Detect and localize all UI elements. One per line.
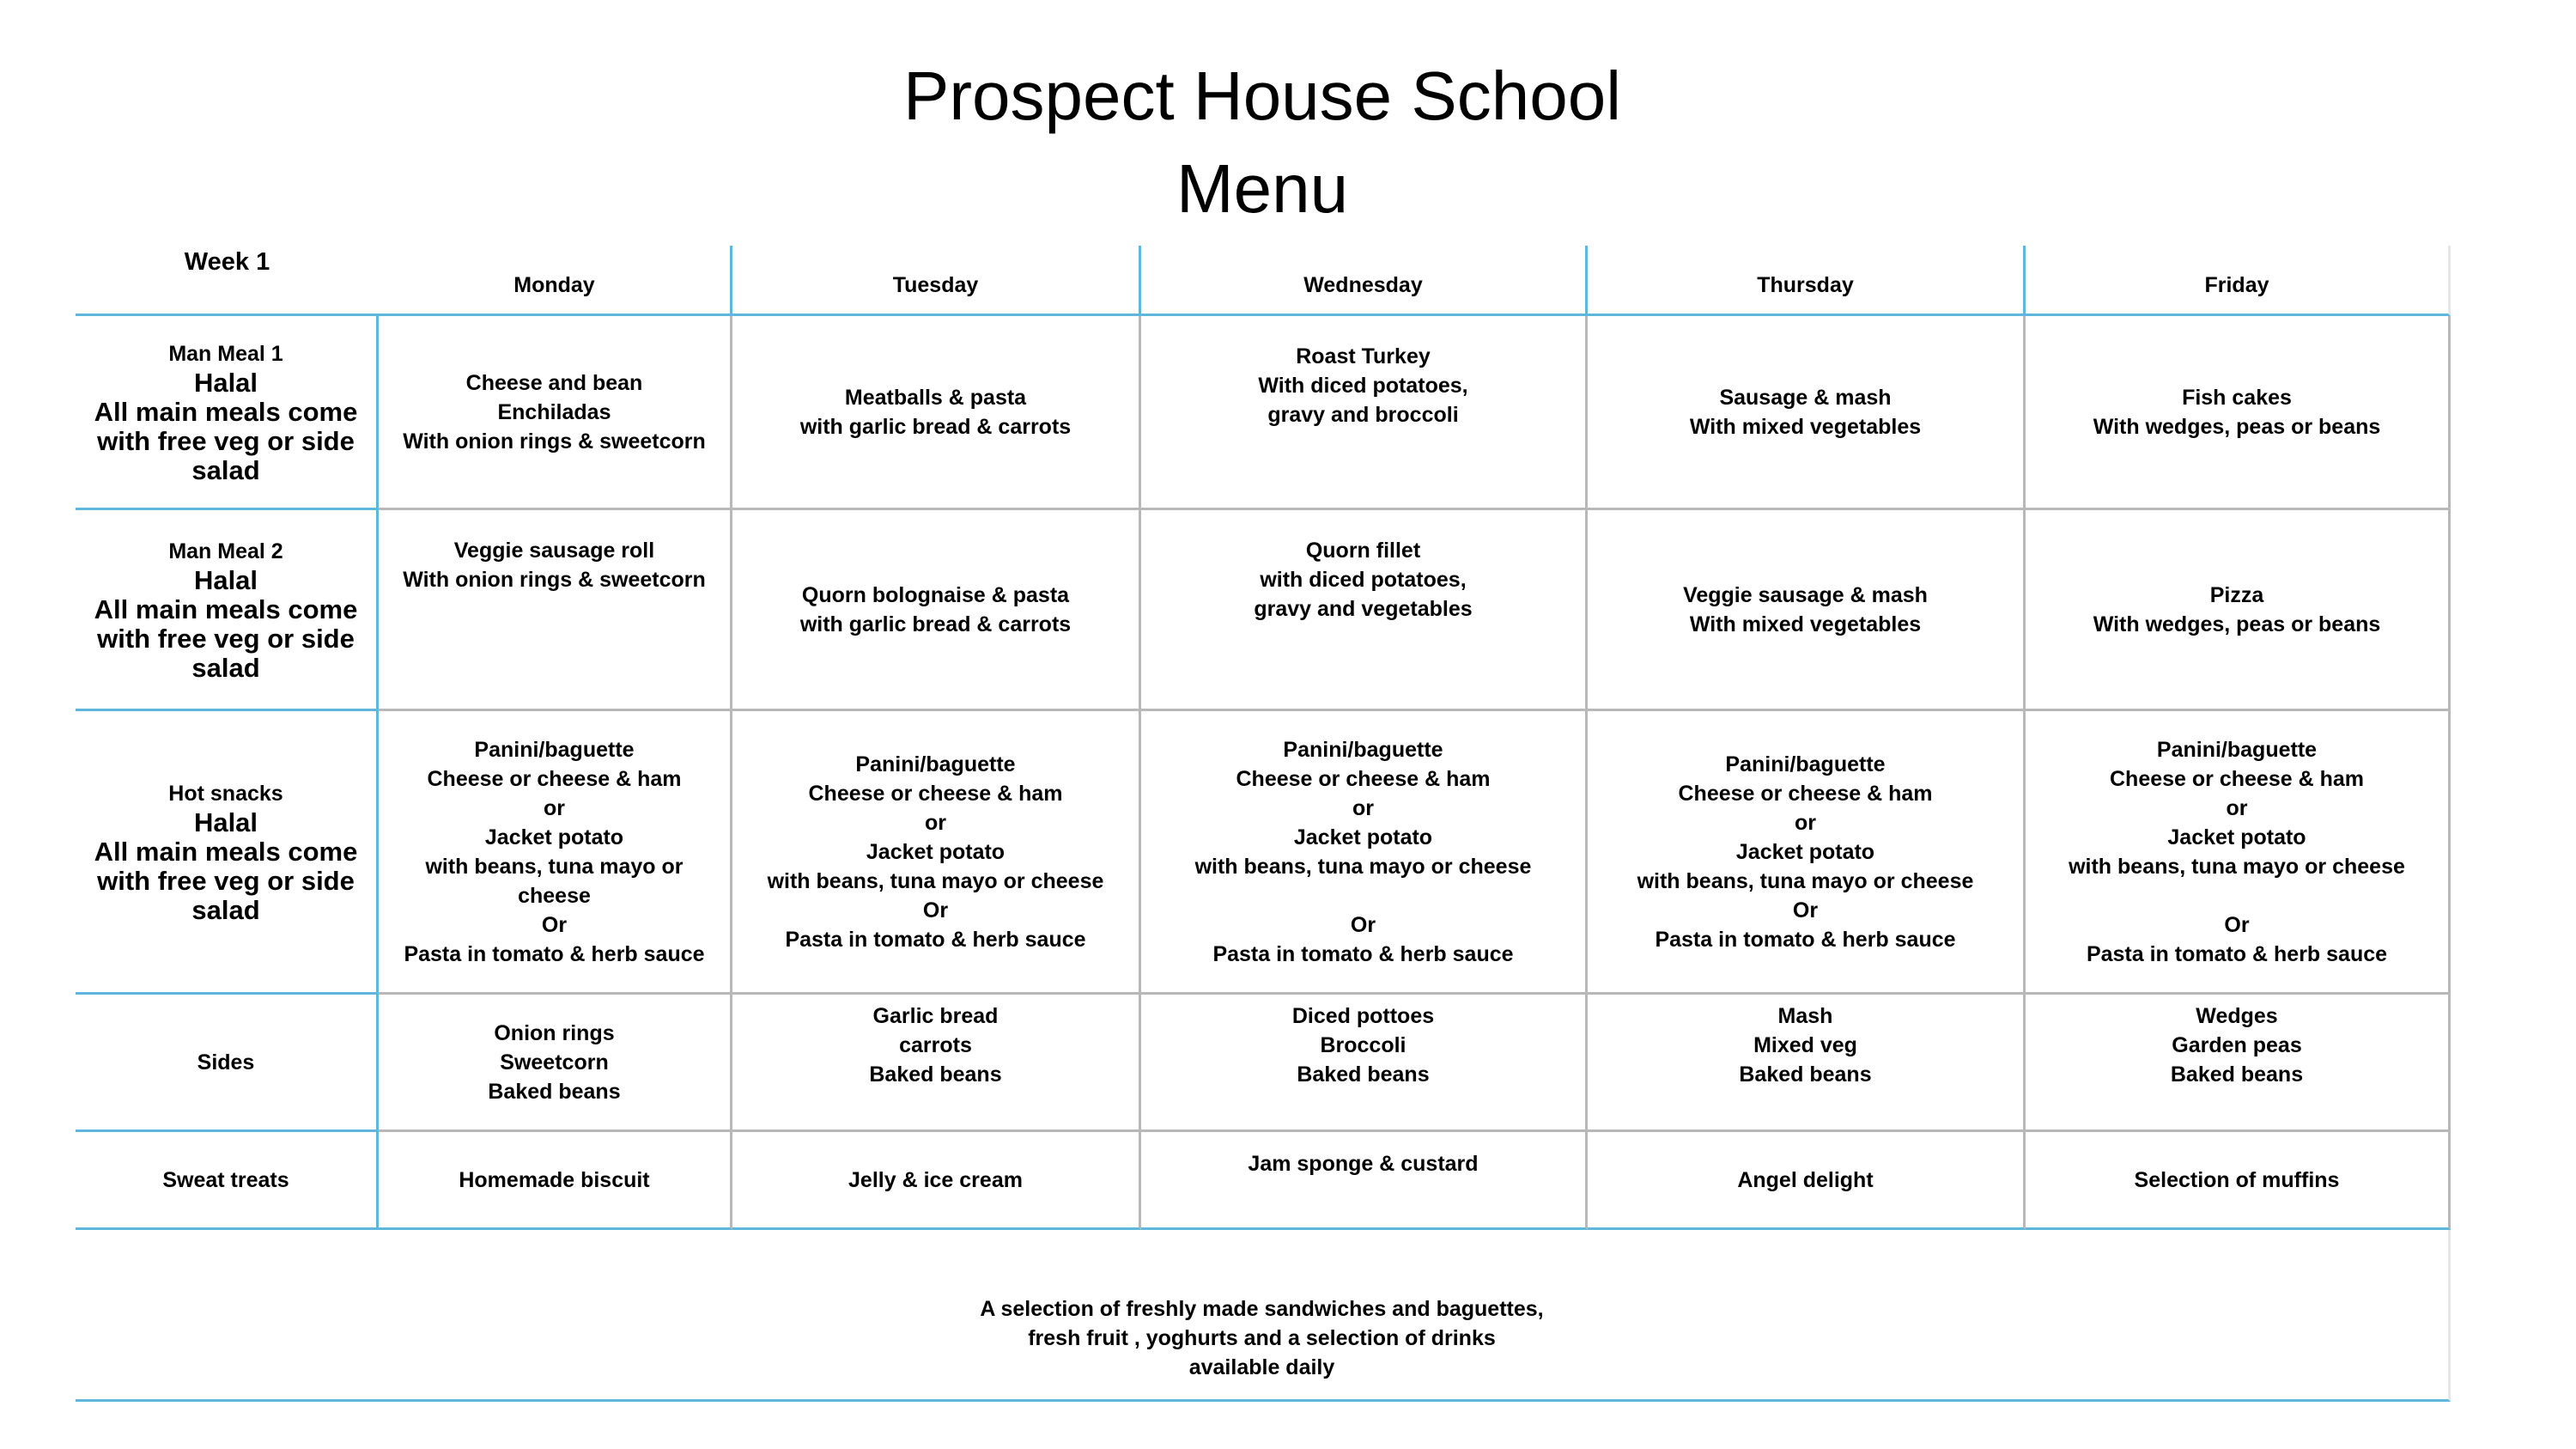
daily-availability-note: A selection of freshly made sandwiches and baguettes, fresh fruit , yoghurts and a selection of drinks available daily bbox=[76, 1230, 2451, 1402]
row-label-main-meal-2 bbox=[76, 510, 379, 711]
row-label-main-meal-1 bbox=[76, 316, 379, 510]
menu-cell-meal1-wednesday: Roast Turkey With diced potatoes, gravy and broccoli bbox=[1141, 316, 1588, 510]
menu-cell-meal2-friday: Pizza With wedges, peas or beans bbox=[2026, 510, 2451, 711]
menu-cell-meal2-thursday: Veggie sausage & mash With mixed vegetables bbox=[1588, 510, 2026, 711]
menu-cell-sides-tuesday: Garlic bread carrots Baked beans bbox=[732, 995, 1141, 1132]
menu-cell-meal2-tuesday: Quorn bolognaise & pasta with garlic bread & carrots bbox=[732, 510, 1141, 711]
menu-cell-sides-thursday: Mash Mixed veg Baked beans bbox=[1588, 995, 2026, 1132]
row-label-hot-snacks bbox=[76, 711, 379, 995]
page-subtitle: Menu bbox=[1176, 150, 1349, 227]
row-label-note: Halal All main meals come with free veg or side salad bbox=[94, 367, 358, 485]
menu-cell-snacks-thursday: Panini/baguette Cheese or cheese & ham or Jacket potato with beans, tuna mayo or cheese Or Pasta in tomato & herb sauce bbox=[1588, 711, 2026, 995]
row-label-sweet-treats bbox=[76, 1132, 379, 1230]
row-label-title: Man Meal 1 bbox=[168, 341, 283, 366]
menu-cell-sides-wednesday: Diced pottoes Broccoli Baked beans bbox=[1141, 995, 1588, 1132]
day-header-thursday: Thursday bbox=[1588, 246, 2026, 316]
menu-cell-snacks-wednesday: Panini/baguette Cheese or cheese & ham or Jacket potato with beans, tuna mayo or cheese Or Pasta in tomato & herb sauce bbox=[1141, 711, 1588, 995]
page-title: Prospect House School bbox=[902, 58, 1621, 134]
menu-cell-snacks-tuesday: Panini/baguette Cheese or cheese & ham or Jacket potato with beans, tuna mayo or cheese Or Pasta in tomato & herb sauce bbox=[732, 711, 1141, 995]
row-label-sides bbox=[76, 995, 379, 1132]
day-header-wednesday: Wednesday bbox=[1141, 246, 1588, 316]
menu-cell-meal2-monday: Veggie sausage roll With onion rings & sweetcorn bbox=[379, 510, 732, 711]
menu-cell-treats-monday: Homemade biscuit bbox=[379, 1132, 732, 1230]
row-label-title: Man Meal 2 bbox=[168, 539, 283, 563]
menu-table bbox=[76, 246, 2451, 1402]
menu-cell-meal1-tuesday: Meatballs & pasta with garlic bread & carrots bbox=[732, 316, 1141, 510]
day-header-monday: Monday bbox=[379, 246, 732, 316]
row-label-title: Hot snacks bbox=[168, 781, 283, 806]
menu-cell-treats-wednesday: Jam sponge & custard bbox=[1141, 1132, 1588, 1230]
menu-cell-snacks-friday: Panini/baguette Cheese or cheese & ham or Jacket potato with beans, tuna mayo or cheese Or Pasta in tomato & herb sauce bbox=[2026, 711, 2451, 995]
row-label-note: Halal All main meals come with free veg or side salad bbox=[94, 807, 358, 925]
menu-cell-treats-thursday: Angel delight bbox=[1588, 1132, 2026, 1230]
menu-cell-snacks-monday: Panini/baguette Cheese or cheese & ham or Jacket potato with beans, tuna mayo or cheese Or Pasta in tomato & herb sauce bbox=[379, 711, 732, 995]
menu-cell-meal1-thursday: Sausage & mash With mixed vegetables bbox=[1588, 316, 2026, 510]
menu-cell-treats-friday: Selection of muffins bbox=[2026, 1132, 2451, 1230]
row-label-title: Sides bbox=[197, 1050, 255, 1075]
menu-cell-sides-friday: Wedges Garden peas Baked beans bbox=[2026, 995, 2451, 1132]
menu-cell-sides-monday: Onion rings Sweetcorn Baked beans bbox=[379, 995, 732, 1132]
menu-cell-treats-tuesday: Jelly & ice cream bbox=[732, 1132, 1141, 1230]
week-label: Week 1 bbox=[76, 246, 379, 316]
day-header-friday: Friday bbox=[2026, 246, 2451, 316]
menu-cell-meal2-wednesday: Quorn fillet with diced potatoes, gravy and vegetables bbox=[1141, 510, 1588, 711]
row-label-note: Halal All main meals come with free veg or side salad bbox=[94, 564, 358, 683]
row-label-title: Sweat treats bbox=[162, 1167, 289, 1192]
menu-cell-meal1-friday: Fish cakes With wedges, peas or beans bbox=[2026, 316, 2451, 510]
menu-cell-meal1-monday: Cheese and bean Enchiladas With onion rings & sweetcorn bbox=[379, 316, 732, 510]
day-header-tuesday: Tuesday bbox=[732, 246, 1141, 316]
